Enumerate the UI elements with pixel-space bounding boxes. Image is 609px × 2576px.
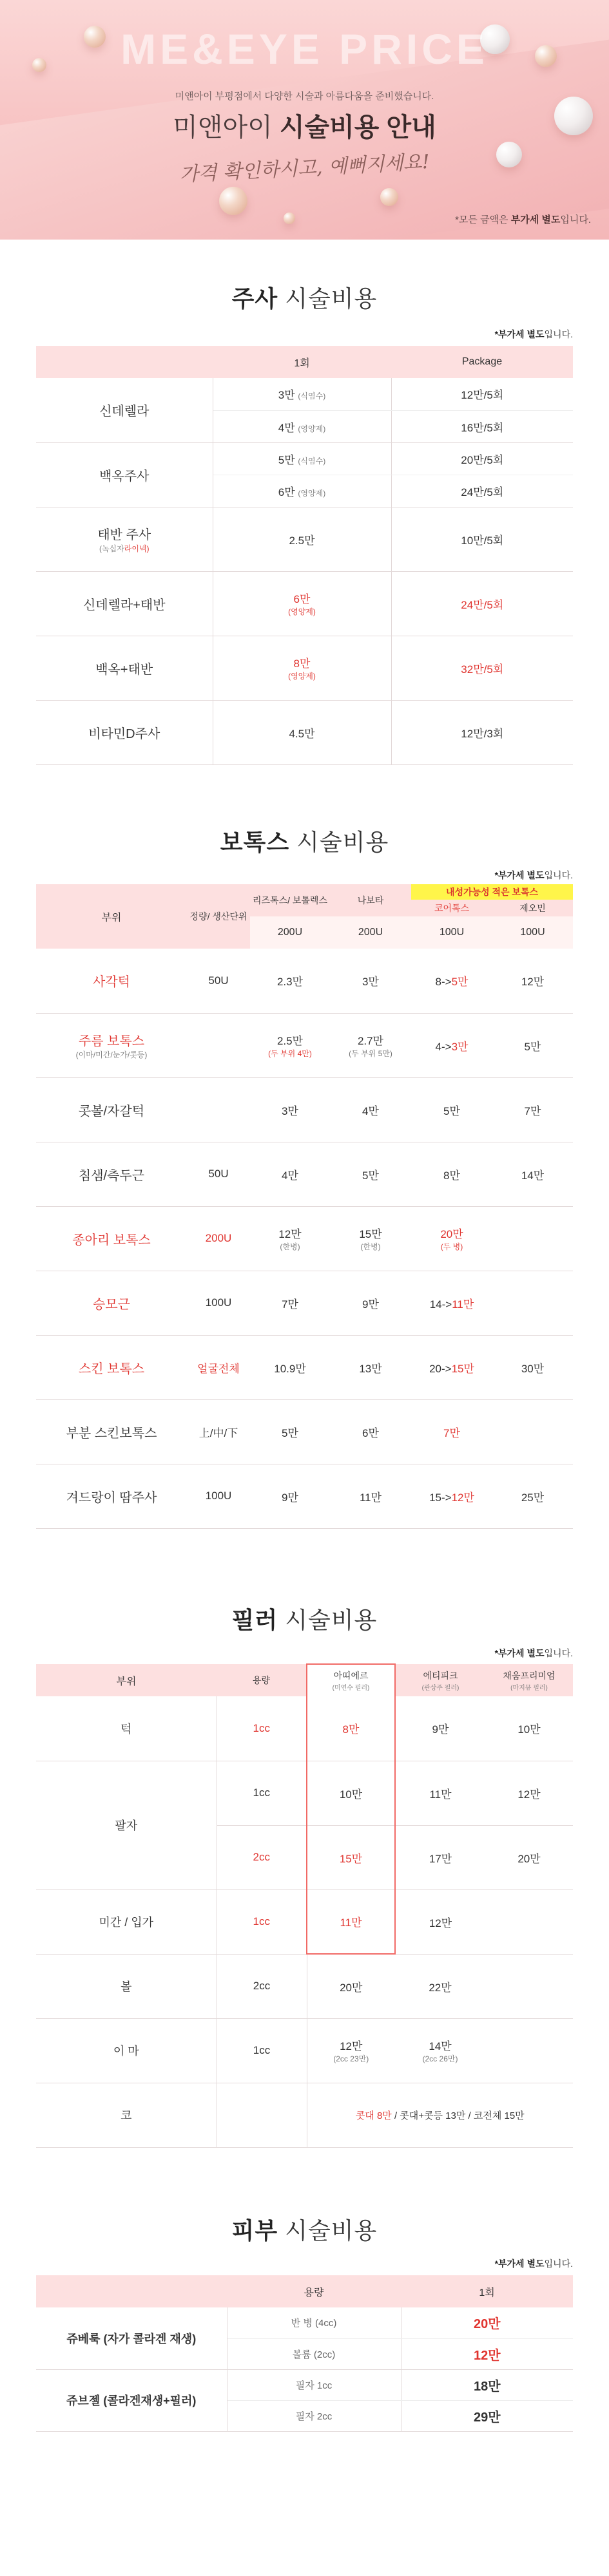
header-cell: 100U bbox=[492, 916, 573, 949]
section-title bbox=[36, 1602, 573, 1635]
price-cell bbox=[213, 636, 391, 700]
price: 20만 bbox=[440, 1228, 463, 1240]
unit-cell: 上/中/下 bbox=[187, 1399, 250, 1464]
header-cell: 200U bbox=[330, 916, 411, 949]
row-label bbox=[36, 507, 213, 571]
price: 3만 bbox=[278, 389, 295, 402]
table-row bbox=[36, 1399, 573, 1464]
row-label-text: 태반 주사 bbox=[97, 528, 151, 542]
note-suffix: 입니다. bbox=[560, 214, 591, 225]
header-cell: 200U bbox=[250, 916, 330, 949]
volume-cell: 2cc bbox=[217, 1954, 307, 2018]
row-label: 승모근 bbox=[36, 1271, 187, 1335]
package-cell: 12만/3회 bbox=[391, 700, 573, 764]
row-label bbox=[36, 1013, 187, 1077]
unit-cell: 50U bbox=[187, 1142, 250, 1206]
row-label: 볼 bbox=[36, 1954, 217, 2018]
hero-script: 가격 확인하시고, 예뻐지세요! bbox=[179, 150, 430, 187]
table-header bbox=[36, 884, 573, 900]
table-row bbox=[36, 1696, 573, 1761]
title-bold: 보톡스 bbox=[220, 829, 290, 855]
volume-cell: 1cc bbox=[217, 1696, 307, 1761]
empty-cell bbox=[485, 1954, 573, 2018]
row-label-text: 주름 보톡스 bbox=[78, 1034, 145, 1048]
botox-table bbox=[36, 884, 573, 1529]
price-cell bbox=[492, 1206, 573, 1271]
new-price: 3만 bbox=[451, 1040, 469, 1053]
new-price: 15만 bbox=[451, 1362, 474, 1375]
unit-cell: 50U bbox=[187, 949, 250, 1013]
table-row bbox=[36, 1271, 573, 1335]
row-label: 쥬베룩 (자가 콜라겐 재생) bbox=[36, 2307, 227, 2369]
title-bold: 주사 bbox=[231, 285, 278, 312]
table-row bbox=[36, 571, 573, 636]
notice-header: 내성가능성 적은 보톡스 bbox=[411, 884, 573, 900]
header-cell: 정량/ 생산단위 bbox=[187, 884, 250, 949]
table-row bbox=[36, 378, 573, 410]
table-row bbox=[36, 1013, 573, 1077]
nose-price-rest: / 콧대+콧등 13만 / 코전체 15만 bbox=[391, 2110, 525, 2121]
package-cell: 12만/5회 bbox=[391, 378, 573, 410]
decor-ball bbox=[219, 187, 247, 215]
header-cell: 리즈톡스/ 보톨렉스 bbox=[250, 884, 330, 916]
price-sub: (두 병) bbox=[440, 1242, 463, 1251]
empty-cell bbox=[217, 2083, 307, 2147]
price-sub: (영양제) bbox=[288, 672, 316, 681]
price-cell: 3만 bbox=[250, 1077, 330, 1142]
price: 14만 bbox=[429, 2040, 452, 2052]
price-cell: 4.5만 bbox=[213, 700, 391, 764]
row-label: 팔자 bbox=[36, 1761, 217, 1889]
header-text: 채움프리미엄 bbox=[503, 1670, 556, 1681]
price-cell: 11만 bbox=[307, 1889, 395, 1954]
price-cell: 3만 bbox=[330, 949, 411, 1013]
price-cell: 12만 bbox=[401, 2338, 573, 2369]
unit-cell bbox=[187, 1077, 250, 1142]
header-sub: (미연수 필러) bbox=[332, 1685, 370, 1692]
price-sub: (2cc 23만) bbox=[333, 2054, 369, 2063]
price-cell bbox=[213, 571, 391, 636]
header-cell: Package bbox=[391, 346, 573, 378]
row-label: 사각턱 bbox=[36, 949, 187, 1013]
row-label: 백옥+태반 bbox=[36, 636, 213, 700]
decor-ball bbox=[284, 213, 295, 224]
row-label: 이 마 bbox=[36, 2018, 217, 2083]
vat-suffix: 입니다. bbox=[544, 1648, 573, 1658]
price-cell: 22만 bbox=[395, 1954, 485, 2018]
vat-note bbox=[36, 328, 573, 341]
title-rest: 시술비용 bbox=[278, 1607, 378, 1633]
price-cell: 10만 bbox=[485, 1696, 573, 1761]
hero-title-prefix: 미앤아이 bbox=[173, 113, 273, 142]
header-text: 아띠에르 bbox=[333, 1671, 369, 1681]
row-label: 코 bbox=[36, 2083, 217, 2147]
price: 4만 bbox=[278, 421, 295, 434]
row-label: 신데렐라+태반 bbox=[36, 571, 213, 636]
table-row bbox=[36, 2307, 573, 2338]
price-cell bbox=[411, 1335, 492, 1399]
table-row bbox=[36, 1077, 573, 1142]
package-cell: 24만/5회 bbox=[391, 571, 573, 636]
price-sub: (두 부위 5만) bbox=[349, 1049, 392, 1058]
price-cell: 7만 bbox=[411, 1399, 492, 1464]
price-cell: 8만 bbox=[411, 1142, 492, 1206]
volume-cell: 2cc bbox=[217, 1825, 307, 1889]
volume-cell: 필자 2cc bbox=[227, 2400, 401, 2431]
price-cell: 11만 bbox=[330, 1464, 411, 1528]
price-cell: 9만 bbox=[395, 1696, 485, 1761]
price-cell: 20만 bbox=[485, 1825, 573, 1889]
filler-section bbox=[36, 1602, 573, 2148]
row-label: 겨드랑이 땀주사 bbox=[36, 1464, 187, 1528]
old-price: 15-> bbox=[429, 1491, 452, 1504]
price-cell bbox=[411, 949, 492, 1013]
price-cell bbox=[411, 1271, 492, 1335]
price-cell: 5만 bbox=[411, 1077, 492, 1142]
filler-table bbox=[36, 1663, 573, 2148]
empty-cell bbox=[485, 1889, 573, 1954]
price-sub: (영양제) bbox=[298, 488, 326, 498]
note-prefix: *모든 금액은 bbox=[455, 214, 508, 225]
unit-cell: 100U bbox=[187, 1464, 250, 1528]
new-price: 11만 bbox=[452, 1298, 474, 1311]
vat-bold: *부가세 별도 bbox=[494, 329, 545, 339]
price-cell: 17만 bbox=[395, 1825, 485, 1889]
package-cell: 16만/5회 bbox=[391, 410, 573, 442]
volume-cell: 1cc bbox=[217, 1889, 307, 1954]
vat-bold: *부가세 별도 bbox=[494, 1648, 545, 1658]
table-row bbox=[36, 949, 573, 1013]
nose-price-red: 콧대 8만 bbox=[355, 2110, 392, 2121]
price-cell: 2.5만 bbox=[213, 507, 391, 571]
unit-cell: 얼굴전체 bbox=[187, 1335, 250, 1399]
nose-price-cell bbox=[307, 2083, 573, 2147]
row-label-sub: (이마/미간/눈가/콧등) bbox=[75, 1050, 148, 1059]
header-cell: 부위 bbox=[36, 1664, 217, 1696]
hero-title-bold: 시술비용 안내 bbox=[279, 113, 436, 142]
row-label: 비타민D주사 bbox=[36, 700, 213, 764]
price-cell: 8만 bbox=[307, 1696, 395, 1761]
title-rest: 시술비용 bbox=[278, 2217, 378, 2244]
unit-cell bbox=[187, 1013, 250, 1077]
price-sub: (식염수) bbox=[298, 392, 326, 401]
section-title bbox=[36, 824, 573, 857]
table-row bbox=[36, 1142, 573, 1206]
package-cell: 24만/5회 bbox=[391, 475, 573, 507]
package-cell: 10만/5회 bbox=[391, 507, 573, 571]
skin-section bbox=[36, 2213, 573, 2432]
price: 12만 bbox=[278, 1228, 302, 1240]
header-cell: 부위 bbox=[36, 884, 187, 949]
table-row bbox=[36, 1335, 573, 1399]
table-header bbox=[36, 346, 573, 378]
price-cell bbox=[411, 1206, 492, 1271]
price-cell bbox=[411, 1464, 492, 1528]
price-cell: 10만 bbox=[307, 1761, 395, 1825]
price-cell bbox=[213, 410, 391, 442]
price-cell: 7만 bbox=[492, 1077, 573, 1142]
price: 2.5만 bbox=[276, 1035, 304, 1047]
row-label: 스킨 보톡스 bbox=[36, 1335, 187, 1399]
empty-cell bbox=[485, 2018, 573, 2083]
vat-suffix: 입니다. bbox=[544, 2259, 573, 2269]
table-header bbox=[36, 2275, 573, 2307]
table-row bbox=[36, 442, 573, 475]
price-cell: 15만 bbox=[307, 1825, 395, 1889]
header-cell bbox=[485, 1664, 573, 1696]
price-cell: 4만 bbox=[330, 1077, 411, 1142]
old-price: 4-> bbox=[435, 1040, 452, 1053]
row-label: 백옥주사 bbox=[36, 442, 213, 507]
table-row bbox=[36, 1206, 573, 1271]
table-row bbox=[36, 700, 573, 764]
header-cell: 1회 bbox=[213, 346, 391, 378]
header-cell-highlight bbox=[307, 1664, 395, 1696]
row-label: 침샘/측두근 bbox=[36, 1142, 187, 1206]
header-sub: (마지뮤 필러) bbox=[510, 1684, 548, 1692]
price: 2.7만 bbox=[357, 1035, 384, 1047]
price-cell: 9만 bbox=[330, 1271, 411, 1335]
price-cell bbox=[395, 2018, 485, 2083]
header-cell bbox=[36, 2275, 227, 2307]
title-bold: 피부 bbox=[231, 2217, 278, 2244]
row-label: 턱 bbox=[36, 1696, 217, 1761]
price-cell bbox=[330, 1206, 411, 1271]
price-cell bbox=[307, 2018, 395, 2083]
vat-bold: *부가세 별도 bbox=[494, 870, 545, 880]
injection-section bbox=[36, 281, 573, 765]
price-cell: 2.3만 bbox=[250, 949, 330, 1013]
price-cell: 20만 bbox=[401, 2307, 573, 2338]
price-cell bbox=[250, 1013, 330, 1077]
price-cell: 18만 bbox=[401, 2369, 573, 2400]
table-row bbox=[36, 2083, 573, 2147]
price: 5만 bbox=[278, 453, 295, 466]
volume-cell: 1cc bbox=[217, 2018, 307, 2083]
price-cell: 14만 bbox=[492, 1142, 573, 1206]
price-cell bbox=[213, 475, 391, 507]
table-row bbox=[36, 636, 573, 700]
price: 15만 bbox=[359, 1228, 382, 1240]
old-price: 8-> bbox=[435, 976, 452, 989]
price-sub: (한병) bbox=[280, 1242, 300, 1251]
price-cell: 7만 bbox=[250, 1271, 330, 1335]
injection-table bbox=[36, 346, 573, 765]
row-label: 부분 스킨보톡스 bbox=[36, 1399, 187, 1464]
vat-note bbox=[36, 869, 573, 882]
price-cell: 4만 bbox=[250, 1142, 330, 1206]
decor-ball bbox=[380, 188, 398, 206]
table-row bbox=[36, 1761, 573, 1825]
volume-cell: 필자 1cc bbox=[227, 2369, 401, 2400]
price: 8만 bbox=[293, 658, 311, 670]
price: 12만 bbox=[340, 2040, 363, 2052]
header-cell: 용량 bbox=[217, 1664, 307, 1696]
row-label: 신데렐라 bbox=[36, 378, 213, 442]
header-cell: 제오민 bbox=[492, 900, 573, 916]
vat-suffix: 입니다. bbox=[544, 870, 573, 880]
botox-section bbox=[36, 824, 573, 1529]
price-cell: 30만 bbox=[492, 1335, 573, 1399]
header-cell bbox=[395, 1664, 485, 1696]
hero-title bbox=[0, 107, 609, 144]
row-label-sub: (녹십자 bbox=[99, 544, 124, 553]
header-cell bbox=[36, 346, 213, 378]
unit-cell: 200U bbox=[187, 1206, 250, 1271]
price-sub: (영양제) bbox=[298, 424, 326, 433]
title-bold: 필러 bbox=[231, 1607, 278, 1633]
volume-cell: 반 병 (4cc) bbox=[227, 2307, 401, 2338]
price-cell bbox=[250, 1206, 330, 1271]
new-price: 12만 bbox=[451, 1491, 474, 1504]
hero-big-title: ME&EYE PRICE bbox=[121, 25, 488, 73]
vat-note bbox=[36, 2257, 573, 2270]
price-cell: 25만 bbox=[492, 1464, 573, 1528]
price-cell: 5만 bbox=[250, 1399, 330, 1464]
header-cell: 코어톡스 bbox=[411, 900, 492, 916]
header-cell: 나보타 bbox=[330, 884, 411, 916]
price-cell bbox=[213, 378, 391, 410]
price-cell: 12만 bbox=[395, 1889, 485, 1954]
price-cell: 13만 bbox=[330, 1335, 411, 1399]
price-sub: (한병) bbox=[360, 1242, 381, 1251]
price-cell: 11만 bbox=[395, 1761, 485, 1825]
price-cell: 6만 bbox=[330, 1399, 411, 1464]
row-label: 쥬브젤 (콜라겐재생+필러) bbox=[36, 2369, 227, 2431]
price-cell: 20만 bbox=[307, 1954, 395, 2018]
old-price: 20-> bbox=[429, 1362, 452, 1375]
hero-subtitle: 미앤아이 부평점에서 다양한 시술과 아름다움을 준비했습니다. bbox=[175, 91, 434, 102]
unit-cell: 100U bbox=[187, 1271, 250, 1335]
hero-banner bbox=[0, 0, 609, 240]
price: 6만 bbox=[293, 593, 311, 605]
table-row bbox=[36, 1889, 573, 1954]
row-label-sub-red: 라이넥) bbox=[124, 544, 150, 553]
volume-cell: 볼륨 (2cc) bbox=[227, 2338, 401, 2369]
price-cell: 12만 bbox=[492, 949, 573, 1013]
table-row bbox=[36, 2369, 573, 2400]
table-header bbox=[36, 1664, 573, 1696]
price-cell: 9만 bbox=[250, 1464, 330, 1528]
skin-table bbox=[36, 2275, 573, 2432]
vat-suffix: 입니다. bbox=[544, 329, 573, 339]
price-cell bbox=[330, 1013, 411, 1077]
new-price: 5만 bbox=[451, 976, 469, 989]
title-rest: 시술비용 bbox=[289, 829, 389, 855]
price-sub: (2cc 26만) bbox=[422, 2054, 458, 2063]
note-bold: 부가세 별도 bbox=[510, 214, 561, 225]
row-label: 미간 / 입가 bbox=[36, 1889, 217, 1954]
title-rest: 시술비용 bbox=[278, 285, 378, 312]
price-cell: 5만 bbox=[330, 1142, 411, 1206]
table-row bbox=[36, 2018, 573, 2083]
price-cell bbox=[213, 442, 391, 475]
table-row bbox=[36, 1464, 573, 1528]
header-text: 에티피크 bbox=[423, 1670, 458, 1681]
header-cell: 용량 bbox=[227, 2275, 401, 2307]
section-title bbox=[36, 2213, 573, 2246]
price: 6만 bbox=[278, 486, 295, 498]
header-cell: 100U bbox=[411, 916, 492, 949]
price-sub: (식염수) bbox=[298, 456, 326, 466]
header-sub: (관상주 필러) bbox=[421, 1684, 459, 1692]
section-title bbox=[36, 281, 573, 314]
price-cell: 5만 bbox=[492, 1013, 573, 1077]
old-price: 14-> bbox=[429, 1298, 452, 1311]
table-row bbox=[36, 1954, 573, 2018]
package-cell: 32만/5회 bbox=[391, 636, 573, 700]
vat-note bbox=[36, 1647, 573, 1660]
price-cell: 29만 bbox=[401, 2400, 573, 2431]
package-cell: 20만/5회 bbox=[391, 442, 573, 475]
price-sub: (영양제) bbox=[288, 607, 316, 616]
vat-bold: *부가세 별도 bbox=[494, 2259, 545, 2269]
table-row bbox=[36, 507, 573, 571]
price-cell: 10.9만 bbox=[250, 1335, 330, 1399]
row-label: 종아리 보톡스 bbox=[36, 1206, 187, 1271]
price-cell bbox=[492, 1399, 573, 1464]
price-cell bbox=[492, 1271, 573, 1335]
header-cell: 1회 bbox=[401, 2275, 573, 2307]
price-sub: (두 부위 4만) bbox=[268, 1049, 312, 1058]
price-cell bbox=[411, 1013, 492, 1077]
hero-note bbox=[455, 213, 591, 226]
price-cell: 12만 bbox=[485, 1761, 573, 1825]
row-label: 콧볼/자갈턱 bbox=[36, 1077, 187, 1142]
volume-cell: 1cc bbox=[217, 1761, 307, 1825]
